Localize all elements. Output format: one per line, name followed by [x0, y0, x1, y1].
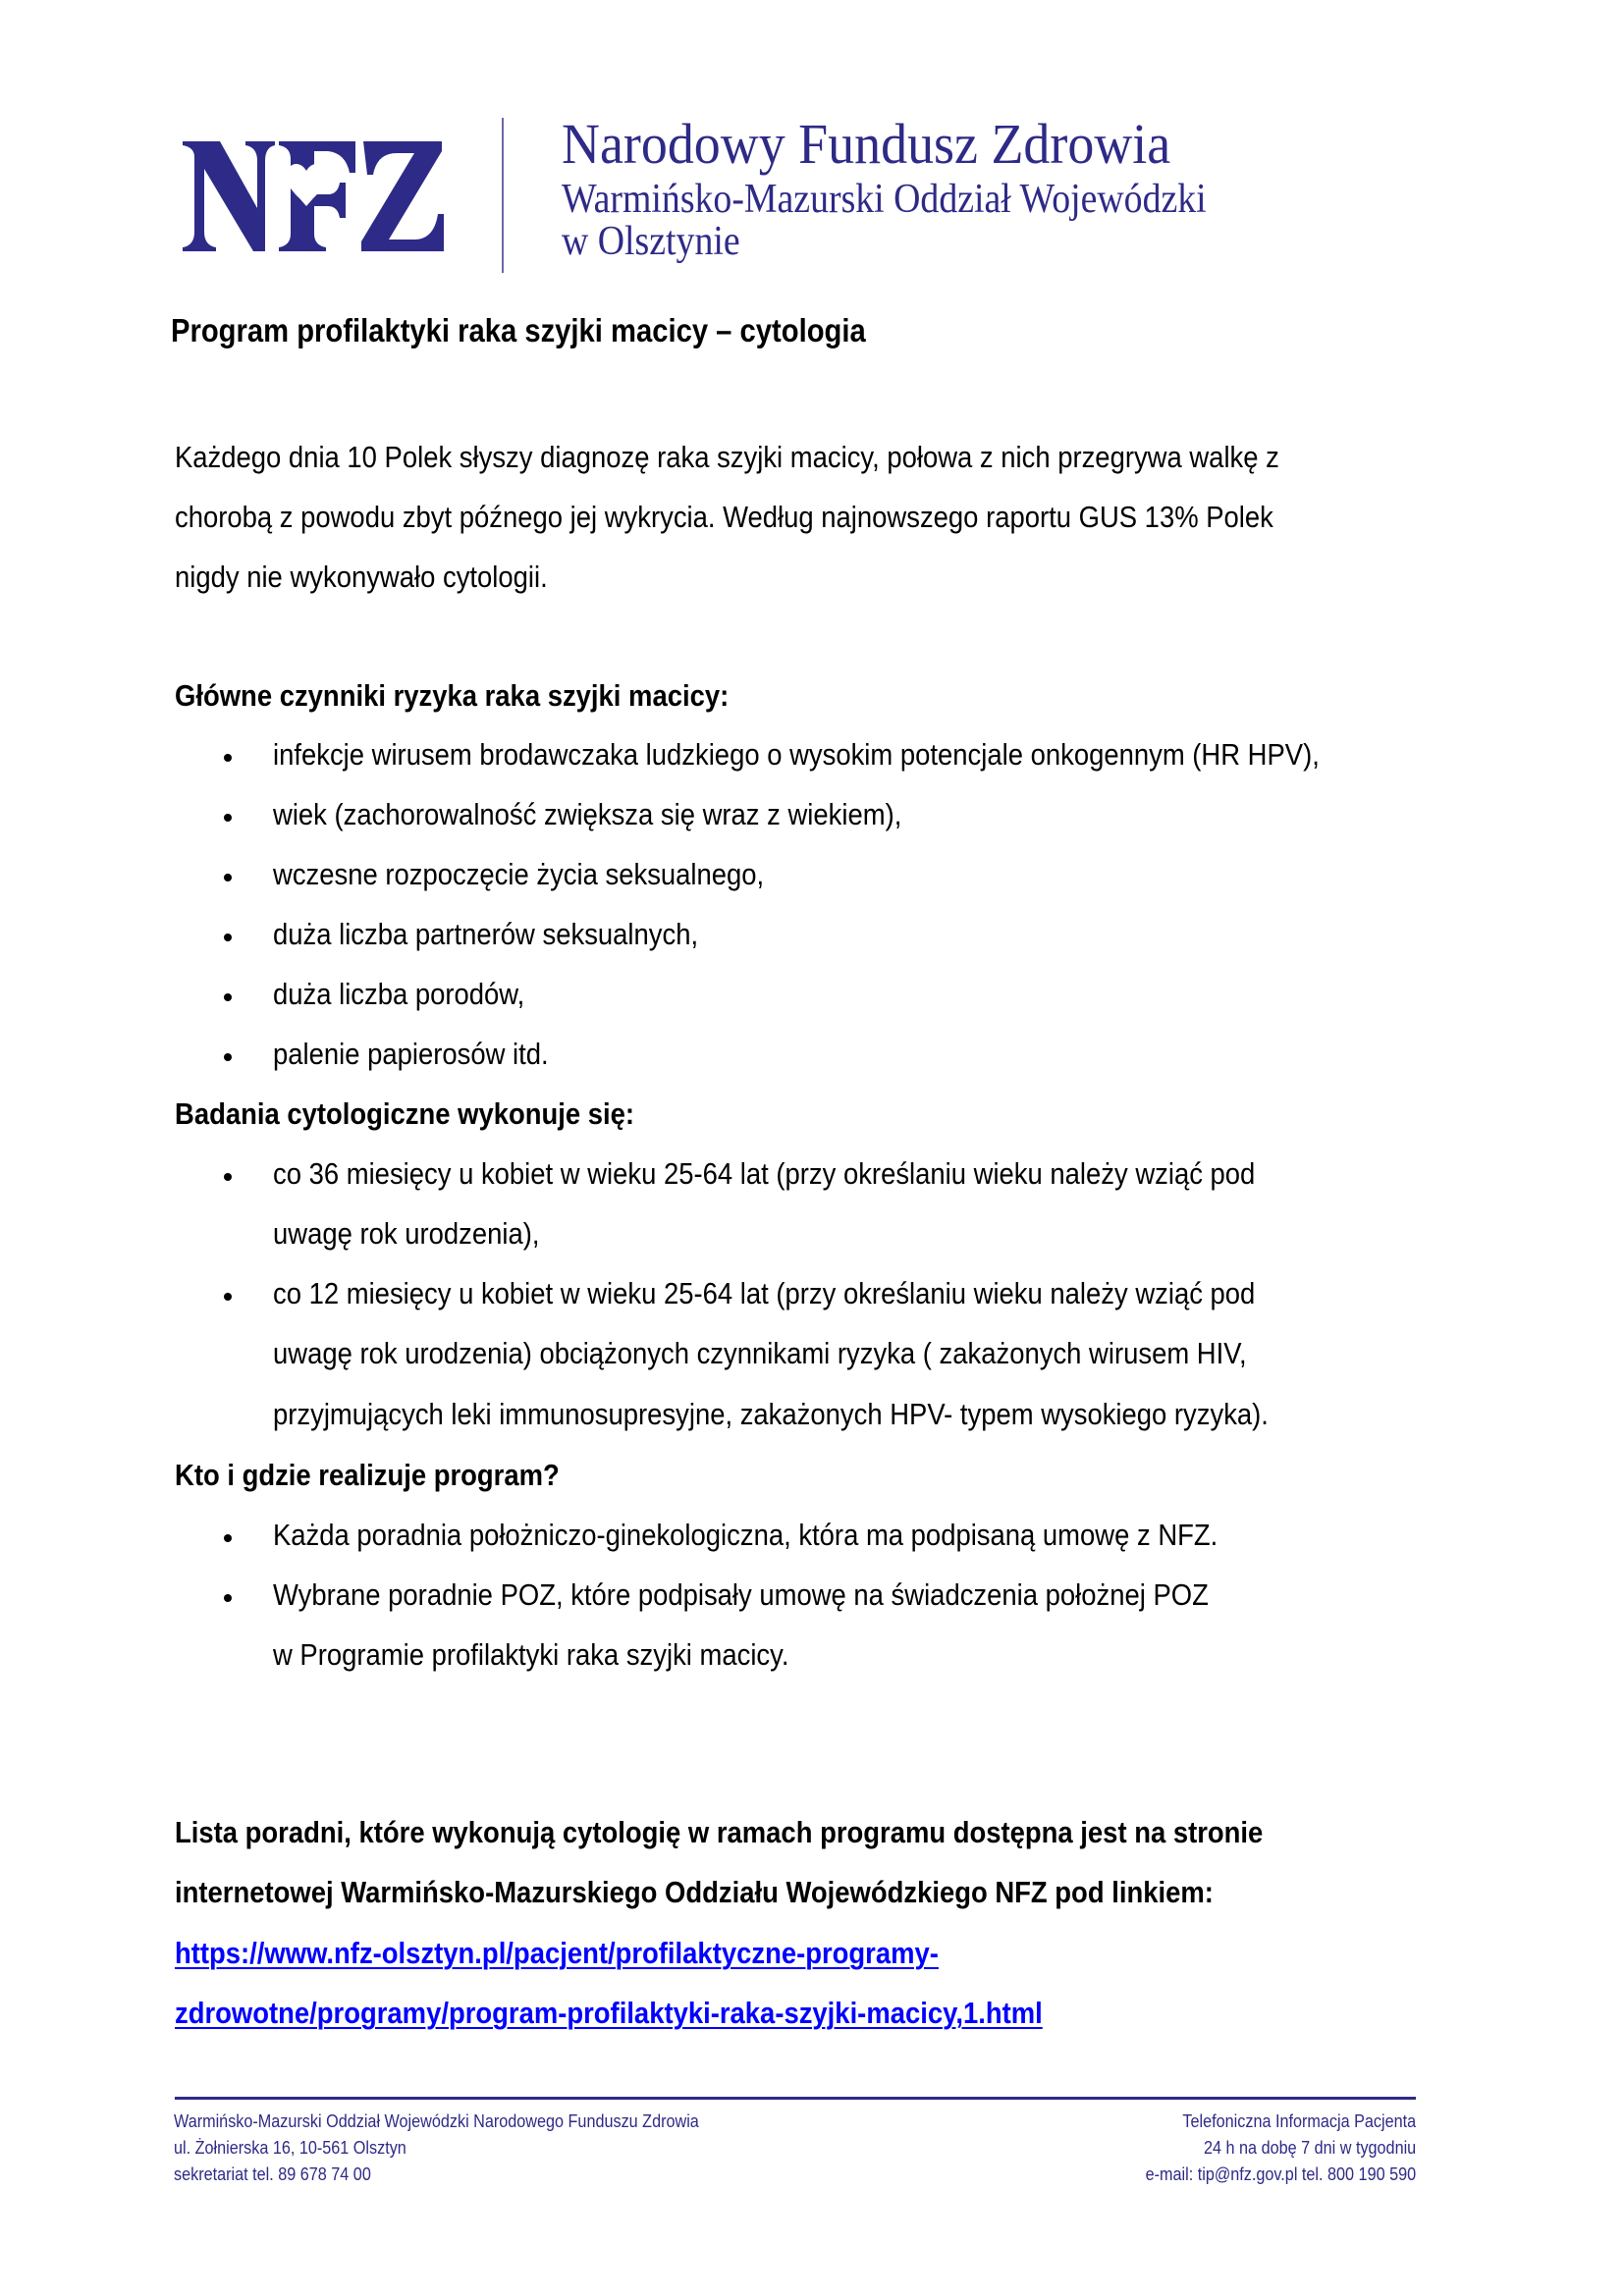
bullet-icon	[224, 993, 232, 1001]
bullet-icon	[224, 1053, 232, 1061]
list-item: infekcje wirusem brodawczaka ludzkiego o wysokim potencjale onkogennym (HR HPV),	[273, 737, 1320, 772]
list-item: duża liczba porodów,	[273, 977, 525, 1011]
program-link[interactable]: https://www.nfz-olsztyn.pl/pacjent/profilaktyczne-programy-	[175, 1936, 939, 1970]
footer-contact: e-mail: tip@nfz.gov.pl tel. 800 190 590	[1145, 2164, 1416, 2184]
footer-hours: 24 h na dobę 7 dni w tygodniu	[1203, 2138, 1416, 2158]
list-item: wczesne rozpoczęcie życia seksualnego,	[273, 857, 765, 891]
intro-line: chorobą z powodu zbyt późnego jej wykrycia. Według najnowszego raportu GUS 13% Polek	[175, 500, 1273, 534]
intro-line: Każdego dnia 10 Polek słyszy diagnozę raka szyjki macicy, połowa z nich przegrywa walkę z	[175, 440, 1279, 474]
bullet-icon	[224, 1594, 232, 1602]
list-item-continuation: w Programie profilaktyki raka szyjki macicy.	[273, 1637, 789, 1672]
providers-heading: Kto i gdzie realizuje program?	[175, 1458, 560, 1492]
bullet-icon	[224, 934, 232, 941]
bullet-icon	[224, 754, 232, 762]
list-item: wiek (zachorowalność zwiększa się wraz z wiekiem),	[273, 797, 902, 831]
page-title: Program profilaktyki raka szyjki macicy – cytologia	[171, 312, 866, 348]
list-item: Każda poradnia położniczo-ginekologiczna, która ma podpisaną umowę z NFZ.	[273, 1518, 1218, 1552]
nfz-logo	[181, 139, 446, 253]
org-city: w Olsztynie	[562, 219, 740, 264]
list-info-line: internetowej Warmińsko-Mazurskiego Oddziału Wojewódzkiego NFZ pod linkiem:	[175, 1875, 1214, 1909]
screening-heading: Badania cytologiczne wykonuje się:	[175, 1096, 635, 1131]
bullet-icon	[224, 1534, 232, 1542]
letterhead-divider	[502, 118, 504, 273]
risk-factors-heading: Główne czynniki ryzyka raka szyjki macicy:	[175, 678, 730, 713]
list-info-line: Lista poradni, które wykonują cytologię w ramach programu dostępna jest na stronie	[175, 1815, 1264, 1849]
list-item: palenie papierosów itd.	[273, 1037, 549, 1071]
intro-line: nigdy nie wykonywało cytologii.	[175, 560, 548, 594]
bullet-icon	[224, 814, 232, 822]
org-name: Narodowy Fundusz Zdrowia	[562, 112, 1171, 176]
list-item: co 12 miesięcy u kobiet w wieku 25-64 lat (przy określaniu wieku należy wziąć pod	[273, 1276, 1256, 1310]
list-item: duża liczba partnerów seksualnych,	[273, 917, 699, 951]
footer-org: Warmińsko-Mazurski Oddział Wojewódzki Narodowego Funduszu Zdrowia	[174, 2111, 699, 2131]
list-item-continuation: uwagę rok urodzenia) obciążonych czynnikami ryzyka ( zakażonych wirusem HIV,	[273, 1336, 1247, 1370]
list-item-continuation: uwagę rok urodzenia),	[273, 1216, 540, 1251]
list-item: Wybrane poradnie POZ, które podpisały umowę na świadczenia położnej POZ	[273, 1577, 1209, 1612]
footer-secretariat-phone: sekretariat tel. 89 678 74 00	[174, 2164, 371, 2184]
program-link[interactable]: zdrowotne/programy/program-profilaktyki-raka-szyjki-macicy,1.html	[175, 1996, 1043, 2030]
footer-address: ul. Żołnierska 16, 10-561 Olsztyn	[174, 2138, 406, 2158]
heart-icon	[181, 139, 446, 253]
bullet-icon	[224, 1293, 232, 1301]
footer-rule	[175, 2097, 1416, 2100]
list-item: co 36 miesięcy u kobiet w wieku 25-64 lat (przy określaniu wieku należy wziąć pod	[273, 1156, 1256, 1191]
bullet-icon	[224, 1173, 232, 1181]
footer-patient-info: Telefoniczna Informacja Pacjenta	[1182, 2111, 1416, 2131]
bullet-icon	[224, 874, 232, 881]
org-branch: Warmińsko-Mazurski Oddział Wojewódzki	[562, 177, 1207, 222]
list-item-continuation: przyjmujących leki immunosupresyjne, zakażonych HPV- typem wysokiego ryzyka).	[273, 1397, 1269, 1431]
